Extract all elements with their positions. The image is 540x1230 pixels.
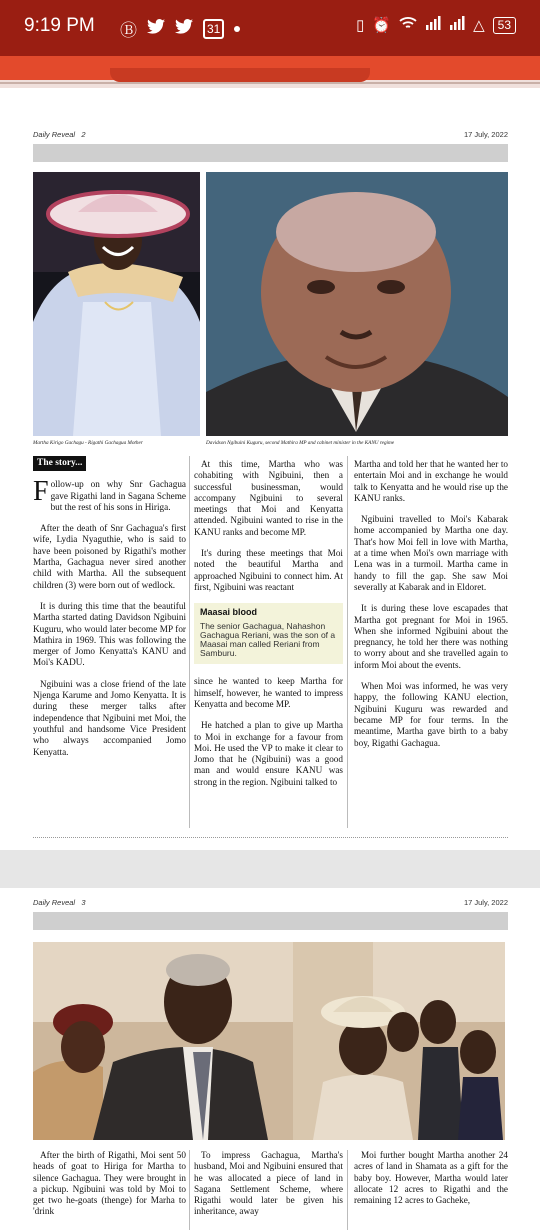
article-col-3 bbox=[354, 1150, 508, 1216]
maasai-blood-box bbox=[194, 603, 343, 664]
status-bar bbox=[0, 0, 540, 56]
article-col-3 bbox=[354, 459, 508, 759]
paragraph: Martha and told her that he wanted her to entertain Moi and in exchange he would talk to Kenyatta and he would rise up the KANU ranks. bbox=[354, 459, 508, 503]
paragraph: It is during these love escapades that Martha got pregnant for Moi in 1965. When she informed Ngibuini about the pregnancy, he told her there was nothing to worry about and she travelled again to inform Moi about the events. bbox=[354, 603, 508, 670]
box-title: Maasai blood bbox=[200, 607, 258, 618]
delta-icon: △ bbox=[473, 17, 485, 34]
newspaper-page-3 bbox=[0, 888, 540, 1230]
caption-left: Martha Kirigo Gachagu - Rigathi Gachagua Mother bbox=[33, 440, 143, 446]
previous-page-edge bbox=[0, 56, 540, 88]
newspaper-page-2 bbox=[0, 110, 540, 850]
paragraph: Ngibuini travelled to Moi's Kabarak home accompanied by Martha one day. That's how Moi fell in love with Martha, at a time when Moi's own marriage with Lena was in a turmoil. Martha came in handy to fill the gap. She saw Moi severally at Kabarak and in Eldoret. bbox=[354, 514, 508, 592]
paragraph: since he wanted to keep Martha for himself, however, he wanted to impress Kenyatta and become MP. bbox=[194, 676, 343, 709]
paragraph: He hatched a plan to give up Martha to Moi in exchange for a favour from Moi. He used the VP to make it clear to Jomo that he (Ngibuini) was a good man and would ensure KANU was strong in the region. Ngibuini talked to bbox=[194, 720, 343, 787]
header-band bbox=[33, 144, 508, 162]
paragraph: Follow-up on why Snr Gachagua gave Rigathi land in Sagana Scheme but the rest of his sons in Hiriga. bbox=[33, 476, 186, 512]
page-separator bbox=[0, 850, 540, 888]
article-col-1 bbox=[33, 456, 186, 768]
article-col-2 bbox=[194, 1150, 343, 1228]
paragraph: At this time, Martha who was cohabiting with Ngibuini, then a successful businessman, would accompany Ngibuini to several meetings that Moi and Kenyatta attended. Ngibuini wanted to rise in the KANU ranks and become MP. bbox=[194, 459, 343, 537]
vibrate-icon: ▯ bbox=[356, 17, 365, 34]
publication-name: Daily Reveal 2 bbox=[33, 130, 86, 139]
alarm-icon: ⏰ bbox=[372, 17, 392, 34]
calendar-icon: 31 bbox=[203, 19, 224, 39]
paragraph: After the death of Snr Gachagua's first wife, Lydia Nyaguthie, who is said to have been poisoned by Rigathi's mother Martha, Gachagua never sired another child with Martha. All the subsequent children (3) were born out of wedlock. bbox=[33, 523, 186, 590]
paragraph: It's during these meetings that Moi noted the beautiful Martha and approached Ngibuini to connect him. At first, Ngibuini was reactant bbox=[194, 548, 343, 592]
system-icons bbox=[356, 16, 516, 34]
page-date: 17 July, 2022 bbox=[463, 130, 508, 139]
status-time: 9:19 PM bbox=[24, 15, 95, 36]
paragraph: Moi further bought Martha another 24 acres of land in Shamata as a gift for the baby boy. However, Martha would later allocate 12 acres to Rigathi and the remaining 12 acres to Gacheke, bbox=[354, 1150, 508, 1206]
caption-right: Davidson Ngibuini Kuguru, second Mathira MP and cabinet minister in the KANU regime bbox=[206, 440, 395, 446]
more-notifications-dot bbox=[234, 26, 240, 32]
twitter-icon bbox=[147, 19, 165, 39]
paragraph: It is during this time that the beautiful Martha started dating Davidson Ngibuini Kuguru, who would later become MP for Mathira in 1969. This was following the merger of Jomo Kenyatta's KANU and Moi's KADU. bbox=[33, 600, 186, 668]
article-col-1 bbox=[33, 1150, 186, 1228]
battery-icon: 53 bbox=[493, 17, 516, 34]
page-date: 17 July, 2022 bbox=[463, 898, 508, 907]
wifi-icon bbox=[399, 16, 417, 34]
notification-icons bbox=[120, 16, 240, 41]
b-icon: Ⓑ bbox=[120, 21, 137, 40]
box-body: The senior Gachagua, Nahashon Gachagua Reriani, was the son of a Maasai man called Reriani from Samburu. bbox=[200, 620, 336, 659]
dropcap: F bbox=[33, 476, 49, 508]
photo-ngibuini bbox=[206, 172, 508, 436]
paragraph: After the birth of Rigathi, Moi sent 50 heads of goat to Hiriga for Martha to silence Gachagua. They were brought in a pickup. Ngibuini was told by Moi to get two he-goats (thenge) for Marha to 'drink bbox=[33, 1150, 186, 1217]
story-tag: The story... bbox=[33, 456, 86, 471]
photo-moi-group bbox=[33, 942, 505, 1140]
twitter-icon bbox=[175, 19, 193, 39]
publication-name: Daily Reveal 3 bbox=[33, 898, 86, 907]
photo-martha bbox=[33, 172, 200, 436]
paragraph: To impress Gachagua, Martha's husband, Moi and Ngibuini ensured that he was allocated a piece of land in Sagana Settlement Scheme, where Rigathi would later be given his inheritance, away bbox=[194, 1150, 343, 1217]
header-band bbox=[33, 912, 508, 930]
paragraph: Ngibuini was a close friend of the late Njenga Karume and Jomo Kenyatta. It is during these merger talks after independence that Ngibuini met Moi, the youthful and handsome Vice President who always accompanied Jomo Kenyatta. bbox=[33, 678, 186, 757]
paragraph: When Moi was informed, he was very happy, the following KANU election, Ngibuini Kuguru was rewarded and became MP for four terms. In the meantime, Martha gave birth to a baby boy, Rigathi Gachagua. bbox=[354, 681, 508, 748]
signal-icon-2 bbox=[449, 16, 465, 34]
article-col-2 bbox=[194, 459, 343, 798]
signal-icon bbox=[425, 16, 441, 34]
